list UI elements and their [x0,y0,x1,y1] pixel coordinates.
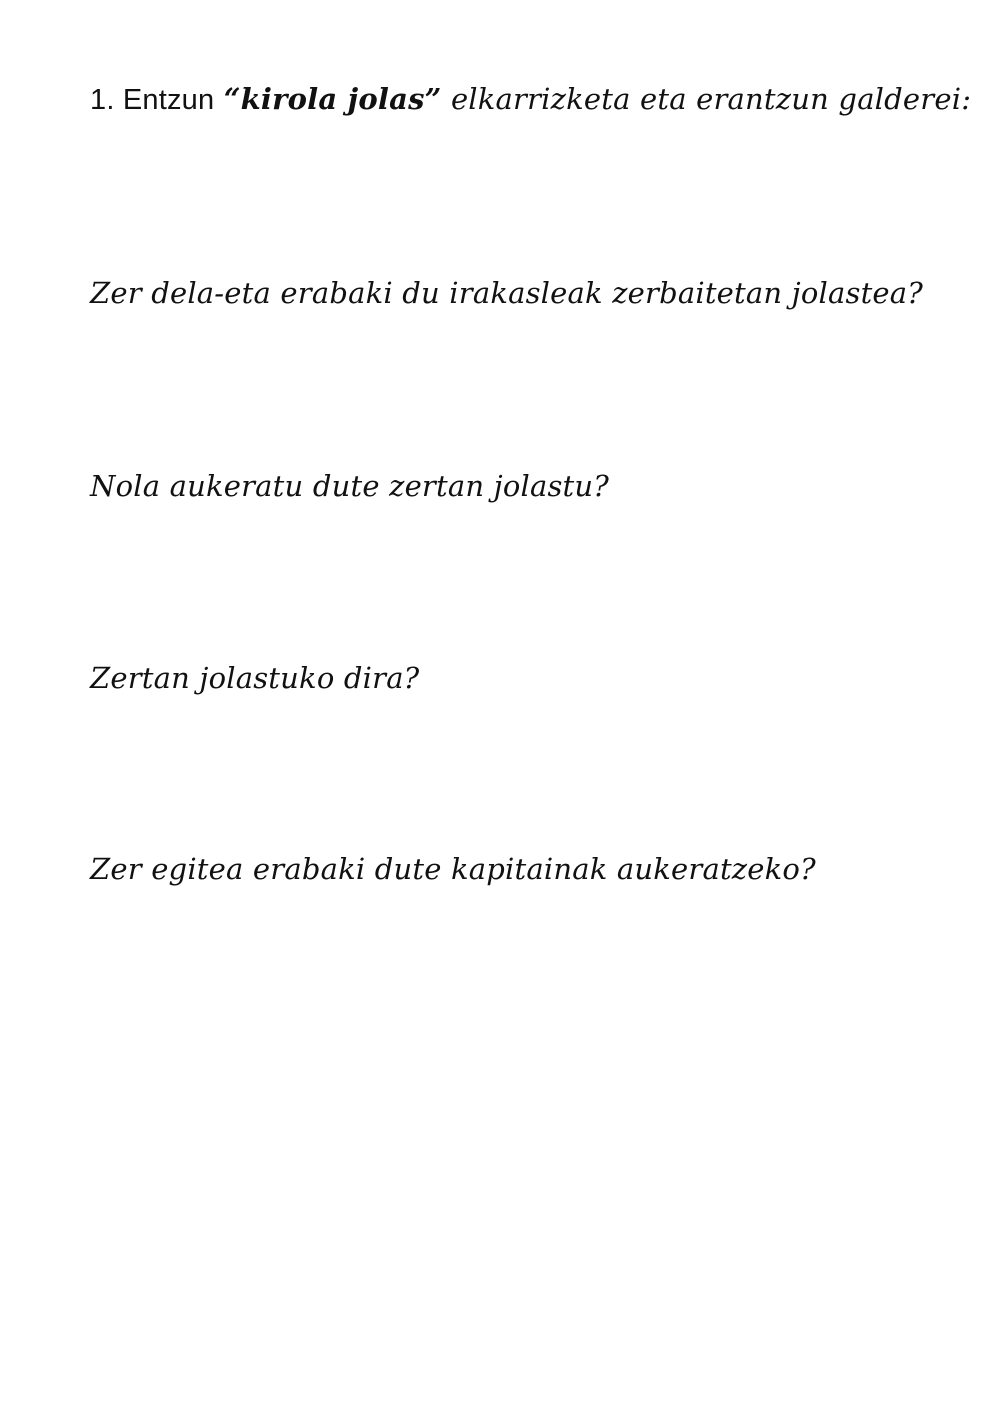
instruction-quoted-title: “kirola jolas” [223,82,442,116]
question-3: Zertan jolastuko dira? [90,661,420,695]
question-1: Zer dela-eta erabaki du irakasleak zerbaitetan jolastea? [90,276,924,310]
instruction-line [90,82,971,117]
instruction-number: 1. Entzun [90,84,215,116]
question-2: Nola aukeratu dute zertan jolastu? [90,469,610,503]
instruction-text: elkarrizketa eta erantzun galderei: [450,82,972,116]
question-4: Zer egitea erabaki dute kapitainak aukeratzeko? [90,852,816,886]
